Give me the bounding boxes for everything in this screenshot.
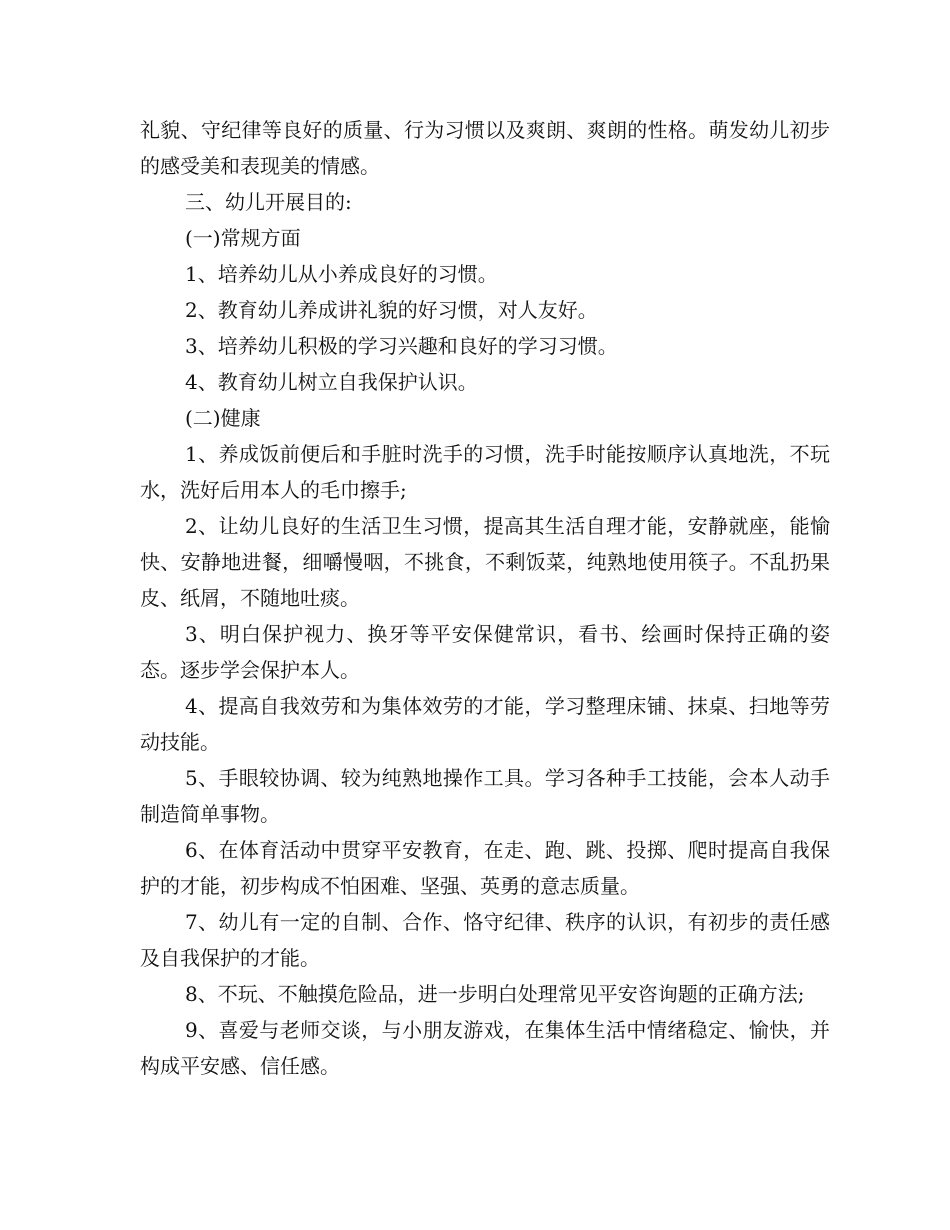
list-item: 3、明白保护视力、换牙等平安保健常识，看书、绘画时保持正确的姿态。逐步学会保护本人。	[140, 622, 830, 682]
paragraph-intro-continuation: 礼貌、守纪律等良好的质量、行为习惯以及爽朗、爽朗的性格。萌发幼儿初步的感受美和表现美的情感。	[140, 118, 830, 178]
list-item: 1、培养幼儿从小养成良好的习惯。	[185, 262, 498, 286]
list-item: 4、提高自我效劳和为集体效劳的才能，学习整理床铺、抹桌、扫地等劳动技能。	[140, 694, 830, 754]
list-item: 2、让幼儿良好的生活卫生习惯，提高其生活自理才能，安静就座，能愉快、安静地进餐，细嚼慢咽，不挑食，不剩饭菜，纯熟地使用筷子。不乱扔果皮、纸屑，不随地吐痰。	[140, 514, 830, 610]
list-item: 9、喜爱与老师交谈，与小朋友游戏，在集体生活中情绪稳定、愉快，并构成平安感、信任感。	[140, 1018, 830, 1078]
document-body	[140, 112, 830, 1084]
list-item: 4、教育幼儿树立自我保护认识。	[185, 370, 478, 394]
list-item: 1、养成饭前便后和手脏时洗手的习惯，洗手时能按顺序认真地洗，不玩水，洗好后用本人的毛巾擦手;	[140, 442, 830, 502]
heading-section-3: 三、幼儿开展目的:	[185, 190, 352, 214]
list-item: 2、教育幼儿养成讲礼貌的好习惯，对人友好。	[185, 298, 598, 322]
list-item: 8、不玩、不触摸危险品，进一步明白处理常见平安咨询题的正确方法;	[185, 982, 805, 1006]
list-item: 5、手眼较协调、较为纯熟地操作工具。学习各种手工技能，会本人动手制造简单事物。	[140, 766, 830, 826]
subheading-health: (二)健康	[185, 406, 261, 430]
list-item: 7、幼儿有一定的自制、合作、恪守纪律、秩序的认识，有初步的责任感及自我保护的才能。	[140, 910, 830, 970]
subheading-routine: (一)常规方面	[185, 226, 301, 250]
list-item: 3、培养幼儿积极的学习兴趣和良好的学习习惯。	[185, 334, 618, 358]
list-item: 6、在体育活动中贯穿平安教育，在走、跑、跳、投掷、爬时提高自我保护的才能，初步构成不怕困难、坚强、英勇的意志质量。	[140, 838, 830, 898]
